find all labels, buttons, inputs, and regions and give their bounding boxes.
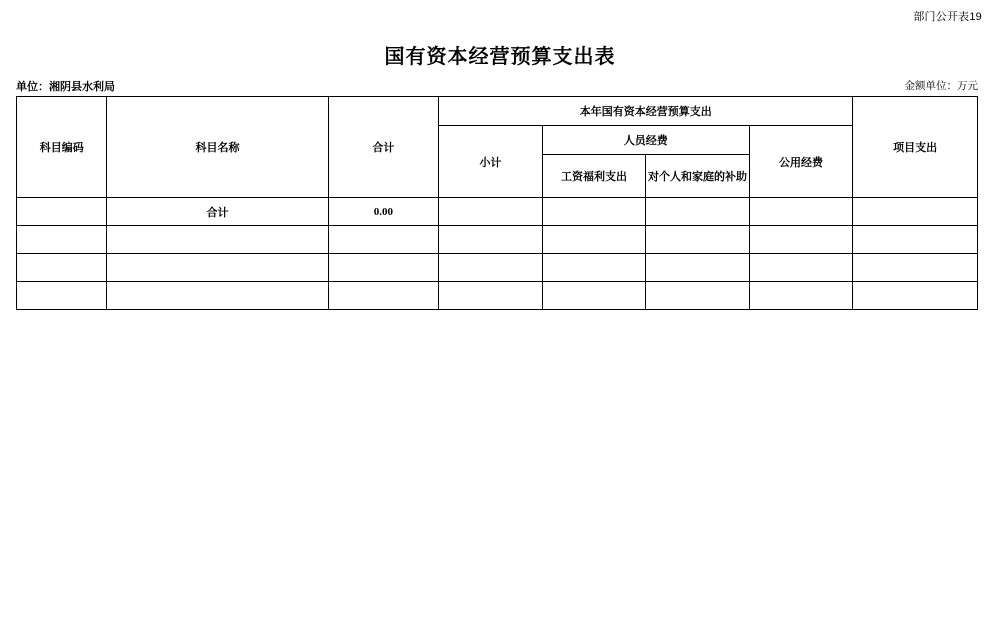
- cell-project-expense: [853, 254, 978, 282]
- cell-family-subsidy: [646, 198, 750, 226]
- table-row: [17, 282, 978, 310]
- cell-subject-name: [107, 282, 328, 310]
- table-row: [17, 198, 978, 226]
- cell-subject-code: [17, 226, 107, 254]
- cell-total: [328, 254, 439, 282]
- cell-public-expense: [749, 282, 853, 310]
- cell-public-expense: [749, 226, 853, 254]
- cell-subject-code: [17, 282, 107, 310]
- cell-public-expense: [749, 198, 853, 226]
- cell-project-expense: [853, 198, 978, 226]
- cell-total: [328, 282, 439, 310]
- table-row: [17, 254, 978, 282]
- header-subject-name: 科目名称: [107, 97, 328, 198]
- cell-subject-name: 合计: [107, 198, 328, 226]
- header-wage-welfare: 工资福利支出: [542, 155, 646, 198]
- header-subtotal: 小计: [439, 126, 543, 198]
- cell-subject-code: [17, 198, 107, 226]
- cell-subtotal: [439, 226, 543, 254]
- cell-wage-welfare: [542, 282, 646, 310]
- header-family-subsidy: 对个人和家庭的补助: [646, 155, 750, 198]
- meta-row: [16, 78, 978, 92]
- cell-project-expense: [853, 226, 978, 254]
- cell-wage-welfare: [542, 226, 646, 254]
- cell-subject-name: [107, 226, 328, 254]
- table-row: [17, 226, 978, 254]
- header-personnel-group: 人员经费: [542, 126, 749, 155]
- cell-subject-code: [17, 254, 107, 282]
- header-public-expense: 公用经费: [749, 126, 853, 198]
- cell-total: 0.00: [328, 198, 439, 226]
- unit-label: 单位：湘阴县水利局: [16, 81, 115, 93]
- header-current-year-group: 本年国有资本经营预算支出: [439, 97, 853, 126]
- cell-subtotal: [439, 254, 543, 282]
- header-project-expense: 项目支出: [853, 97, 978, 198]
- cell-wage-welfare: [542, 254, 646, 282]
- cell-subtotal: [439, 198, 543, 226]
- amount-unit-label: 金额单位：万元: [904, 80, 978, 92]
- page-title: 国有资本经营预算支出表: [384, 46, 616, 68]
- table-header-row-1: [17, 97, 978, 126]
- cell-subject-name: [107, 254, 328, 282]
- cell-family-subsidy: [646, 282, 750, 310]
- cell-family-subsidy: [646, 226, 750, 254]
- cell-project-expense: [853, 282, 978, 310]
- cell-subtotal: [439, 282, 543, 310]
- budget-expenditure-table: [16, 96, 978, 310]
- cell-family-subsidy: [646, 254, 750, 282]
- form-code-label: 部门公开表19: [913, 11, 982, 23]
- header-total: 合计: [328, 97, 439, 198]
- cell-total: [328, 226, 439, 254]
- cell-public-expense: [749, 254, 853, 282]
- header-subject-code: 科目编码: [17, 97, 107, 198]
- cell-wage-welfare: [542, 198, 646, 226]
